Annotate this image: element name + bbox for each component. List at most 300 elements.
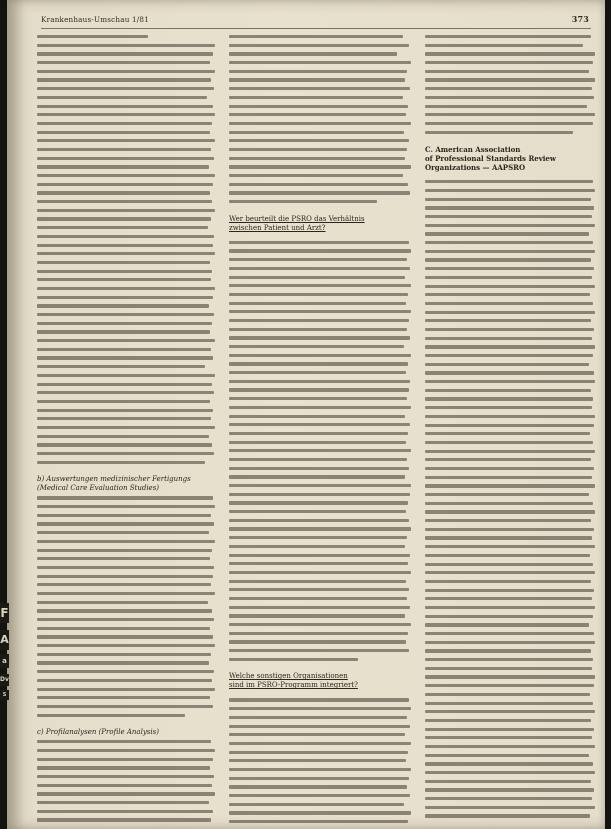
text-line-bar: [37, 679, 212, 682]
text-line: [425, 725, 597, 734]
text-line: [229, 316, 413, 325]
text-line-bar: [425, 675, 595, 678]
text-line-bar: [37, 252, 215, 255]
text-line-bar: [229, 200, 377, 203]
text-line-bar: [229, 122, 411, 125]
text-line-bar: [37, 775, 214, 778]
text-line: [425, 203, 597, 212]
text-line: [425, 386, 597, 395]
text-line: [229, 748, 413, 757]
text-line: [229, 695, 413, 704]
text-line: [37, 554, 217, 563]
text-line-bar: [229, 354, 411, 357]
text-line-bar: [425, 406, 592, 409]
text-line: [425, 672, 597, 681]
text-line-bar: [425, 641, 595, 644]
text-line-bar: [425, 684, 594, 687]
text-line-bar: [425, 61, 593, 64]
section-heading: C. American Association: [425, 145, 521, 155]
text-line: [229, 585, 413, 594]
text-line-bar: [229, 302, 406, 305]
text-line: [37, 41, 217, 50]
text-line: [229, 281, 413, 290]
text-line-bar: [37, 131, 210, 134]
text-line-bar: [37, 191, 210, 194]
text-line-bar: [37, 261, 210, 264]
text-line-bar: [425, 44, 583, 47]
text-line-bar: [229, 449, 411, 452]
text-line: [37, 702, 217, 711]
text-line-bar: [425, 105, 587, 108]
text-line-bar: [37, 653, 211, 656]
text-line: [229, 568, 413, 577]
text-line: [425, 803, 597, 812]
text-line-bar: [229, 794, 410, 797]
text-line: [229, 377, 413, 386]
text-line: [229, 498, 413, 507]
text-line: [425, 421, 597, 430]
journal-title: Krankenhaus-Umschau 1/81: [41, 15, 149, 24]
text-line: [425, 186, 597, 195]
text-line: [425, 255, 597, 264]
text-line: [229, 594, 413, 603]
text-line-bar: [229, 441, 406, 444]
text-line: [425, 742, 597, 751]
text-line: [425, 716, 597, 725]
text-line-bar: [425, 441, 593, 444]
text-line-bar: [37, 810, 213, 813]
text-line: [425, 394, 597, 403]
section-heading: Welche sonstigen Organisationen: [229, 672, 348, 681]
text-line: [229, 403, 413, 412]
text-line-bar: [229, 562, 408, 565]
text-line-bar: [37, 35, 148, 38]
text-line-bar: [37, 174, 215, 177]
text-line: [37, 737, 217, 746]
text-line-bar: [229, 759, 406, 762]
text-line: [37, 275, 217, 284]
text-line: [37, 449, 217, 458]
text-line-bar: [37, 426, 215, 429]
text-line: [37, 145, 217, 154]
text-line-bar: [229, 580, 406, 583]
text-line: [37, 93, 217, 102]
text-line: [37, 763, 217, 772]
text-line: [37, 327, 217, 336]
text-line-bar: [37, 531, 209, 534]
text-line: [37, 572, 217, 581]
text-line: [425, 785, 597, 794]
text-line: [37, 197, 217, 206]
text-line: [229, 507, 413, 516]
text-line: [37, 249, 217, 258]
text-line-bar: [229, 658, 358, 661]
text-line: [425, 751, 597, 760]
text-line-bar: [425, 345, 595, 348]
text-line: [37, 798, 217, 807]
text-line-bar: [425, 328, 594, 331]
text-line-bar: [229, 725, 410, 728]
adjacent-page-fragment: F: [0, 603, 9, 623]
text-line-bar: [37, 339, 215, 342]
text-line: [37, 598, 217, 607]
text-line-bar: [425, 597, 592, 600]
text-line: [425, 342, 597, 351]
text-line-bar: [425, 258, 591, 261]
text-line-bar: [425, 96, 594, 99]
text-line-bar: [37, 592, 215, 595]
text-line-bar: [229, 35, 403, 38]
text-line-bar: [425, 719, 591, 722]
text-line-bar: [425, 432, 590, 435]
text-line: [37, 49, 217, 58]
text-line-bar: [229, 267, 410, 270]
text-line: [425, 768, 597, 777]
text-line-bar: [425, 389, 591, 392]
text-line-bar: [425, 797, 592, 800]
section-heading: sind im PSRO-Programm integriert?: [229, 681, 358, 690]
text-line-bar: [425, 224, 595, 227]
text-line: [37, 371, 217, 380]
text-line-bar: [229, 388, 409, 391]
text-line-bar: [229, 554, 410, 557]
text-line-bar: [37, 740, 211, 743]
text-line-bar: [425, 215, 592, 218]
text-line-bar: [425, 554, 590, 557]
text-line: [425, 464, 597, 473]
text-line: [37, 110, 217, 119]
text-line: [229, 333, 413, 342]
text-line: [425, 403, 597, 412]
text-line: [425, 429, 597, 438]
text-line-bar: [425, 311, 595, 314]
text-line-bar: [37, 52, 213, 55]
text-line-bar: [425, 458, 591, 461]
text-line-bar: [229, 742, 411, 745]
text-line-bar: [425, 623, 589, 626]
text-line: [425, 119, 597, 128]
text-line-bar: [425, 302, 593, 305]
text-line-bar: [37, 139, 215, 142]
text-line-bar: [425, 589, 594, 592]
text-line-bar: [229, 52, 397, 55]
text-line: [37, 658, 217, 667]
text-line: [229, 817, 413, 823]
paragraph-gap: [37, 719, 217, 728]
text-line: [229, 730, 413, 739]
text-line-bar: [37, 452, 214, 455]
text-line-bar: [37, 105, 213, 108]
text-line-bar: [425, 545, 595, 548]
text-line-bar: [425, 450, 595, 453]
text-line-bar: [37, 383, 212, 386]
text-line: [229, 637, 413, 646]
text-line: [425, 542, 597, 551]
text-line-bar: [229, 249, 411, 252]
text-line-bar: [229, 148, 407, 151]
text-line-bar: [229, 96, 403, 99]
section-heading: (Medical Care Evaluation Studies): [37, 484, 160, 493]
text-line-bar: [229, 276, 405, 279]
text-line: [229, 472, 413, 481]
text-line: [425, 93, 597, 102]
text-line-bar: [229, 380, 410, 383]
text-line-bar: [37, 78, 211, 81]
text-line-bar: [425, 667, 592, 670]
text-line: [229, 800, 413, 809]
text-line: [425, 368, 597, 377]
text-line-bar: [229, 536, 407, 539]
section-heading: of Professional Standards Review: [425, 154, 556, 164]
text-line: [425, 490, 597, 499]
text-line-bar: [229, 632, 408, 635]
text-line: [425, 351, 597, 360]
text-line: [37, 241, 217, 250]
text-line: [229, 325, 413, 334]
text-line: [425, 282, 597, 291]
text-line: [425, 586, 597, 595]
text-line-bar: [229, 527, 411, 530]
text-line-bar: [37, 618, 214, 621]
text-line-bar: [37, 217, 211, 220]
text-line-bar: [37, 61, 210, 64]
adjacent-page-fragment: A: [0, 630, 9, 650]
text-line: [425, 32, 597, 41]
text-line: [229, 84, 413, 93]
text-line-bar: [37, 714, 185, 717]
text-line-bar: [425, 780, 591, 783]
text-line: [37, 693, 217, 702]
text-line-bar: [37, 435, 209, 438]
text-line: [37, 267, 217, 276]
text-line-bar: [229, 751, 408, 754]
text-line-bar: [229, 649, 409, 652]
text-line-bar: [37, 705, 213, 708]
text-line-bar: [229, 501, 408, 504]
text-line: [37, 214, 217, 223]
text-line-bar: [229, 623, 411, 626]
text-line: [229, 67, 413, 76]
text-line: [425, 229, 597, 238]
text-line: [229, 524, 413, 533]
text-line: [37, 632, 217, 641]
text-line-bar: [425, 771, 595, 774]
text-line-bar: [425, 354, 593, 357]
text-line-bar: [37, 583, 211, 586]
text-line: [229, 188, 413, 197]
text-line: [229, 255, 413, 264]
text-line-bar: [425, 78, 595, 81]
text-line: [229, 49, 413, 58]
text-line: [37, 685, 217, 694]
text-line: [425, 733, 597, 742]
text-line-bar: [425, 285, 595, 288]
text-line: [37, 154, 217, 163]
text-line-bar: [425, 198, 591, 201]
text-line: [425, 820, 597, 823]
text-line: [425, 655, 597, 664]
text-line: [425, 638, 597, 647]
text-line: [425, 777, 597, 786]
text-line-bar: [425, 397, 593, 400]
text-line-bar: [37, 496, 213, 499]
text-line: [37, 353, 217, 362]
text-line: [37, 232, 217, 241]
text-line-bar: [37, 514, 211, 517]
text-line-bar: [37, 540, 215, 543]
text-line-bar: [229, 768, 411, 771]
text-line-bar: [425, 580, 591, 583]
text-line: [37, 650, 217, 659]
text-line: [229, 359, 413, 368]
section-heading: Organizations — AAPSRO: [425, 163, 526, 173]
text-line: [37, 606, 217, 615]
text-line-bar: [37, 635, 213, 638]
text-line-bar: [37, 122, 212, 125]
text-line-bar: [425, 250, 595, 253]
text-line: [425, 516, 597, 525]
text-line-bar: [37, 113, 215, 116]
text-line: [229, 162, 413, 171]
text-line: [425, 473, 597, 482]
text-line: [229, 603, 413, 612]
text-line: [37, 537, 217, 546]
text-line: [229, 58, 413, 67]
text-line: [229, 765, 413, 774]
text-line: [229, 368, 413, 377]
text-line: [37, 772, 217, 781]
text-line-bar: [425, 702, 593, 705]
text-line-bar: [37, 148, 211, 151]
text-line: [425, 525, 597, 534]
text-line-bar: [425, 571, 595, 574]
text-line: [425, 110, 597, 119]
text-line-bar: [425, 189, 595, 192]
text-line-bar: [229, 803, 404, 806]
text-line: [425, 646, 597, 655]
text-line: [37, 362, 217, 371]
text-line: [37, 75, 217, 84]
text-line-bar: [37, 96, 207, 99]
text-line-bar: [425, 788, 594, 791]
text-line: [37, 388, 217, 397]
text-line-bar: [425, 131, 573, 134]
text-line: [37, 458, 217, 467]
text-line: [37, 746, 217, 755]
text-line: [229, 774, 413, 783]
text-line-bar: [37, 70, 215, 73]
text-line-bar: [425, 337, 592, 340]
text-line-bar: [229, 733, 405, 736]
text-line-bar: [229, 415, 405, 418]
text-line: [37, 580, 217, 589]
text-line-bar: [37, 200, 212, 203]
text-line: [425, 75, 597, 84]
text-column-2: [229, 32, 413, 823]
text-line: [229, 533, 413, 542]
text-line: [425, 707, 597, 716]
text-line: [425, 629, 597, 638]
section-heading: zwischen Patient und Arzt?: [229, 223, 326, 232]
text-line: [425, 438, 597, 447]
text-line-bar: [229, 397, 407, 400]
text-line: [37, 423, 217, 432]
text-line-bar: [229, 597, 407, 600]
paragraph-gap: [37, 466, 217, 475]
text-line: [37, 589, 217, 598]
text-line-bar: [229, 484, 411, 487]
text-line: [37, 32, 217, 41]
text-line: [229, 611, 413, 620]
text-line: [37, 781, 217, 790]
text-line-bar: [37, 784, 212, 787]
text-line: [425, 481, 597, 490]
text-line: [425, 49, 597, 58]
paragraph-gap: [229, 206, 413, 215]
text-line-bar: [37, 348, 211, 351]
text-line: [37, 502, 217, 511]
text-line-bar: [229, 606, 410, 609]
text-line: [229, 464, 413, 473]
text-line: [425, 264, 597, 273]
text-line-bar: [229, 467, 409, 470]
text-line: [37, 615, 217, 624]
text-line-bar: [37, 549, 212, 552]
text-line-bar: [425, 206, 594, 209]
text-line-bar: [425, 293, 590, 296]
text-line-bar: [229, 371, 406, 374]
section-heading: b) Auswertungen medizinischer Fertigungs: [37, 475, 191, 484]
text-line-bar: [37, 749, 215, 752]
text-line: [37, 188, 217, 197]
text-line: [37, 136, 217, 145]
text-line: [37, 206, 217, 215]
text-line-bar: [229, 571, 411, 574]
text-line-bar: [37, 575, 213, 578]
text-line: [425, 690, 597, 699]
text-line-bar: [37, 322, 212, 325]
text-line-bar: [229, 157, 405, 160]
paragraph-gap: [229, 663, 413, 672]
text-line-bar: [37, 601, 208, 604]
text-line: [37, 789, 217, 798]
text-line-bar: [229, 310, 411, 313]
text-line-bar: [229, 493, 410, 496]
text-line-bar: [37, 296, 213, 299]
text-line-bar: [37, 818, 211, 821]
text-line: [37, 406, 217, 415]
text-line-bar: [229, 716, 407, 719]
text-line: [229, 171, 413, 180]
text-line-bar: [37, 374, 215, 377]
text-line-bar: [37, 505, 215, 508]
text-line-bar: [229, 284, 411, 287]
text-line: [425, 551, 597, 560]
text-line: [37, 345, 217, 354]
text-line: [229, 808, 413, 817]
text-line: [37, 624, 217, 633]
text-line: [425, 299, 597, 308]
text-line: [425, 455, 597, 464]
text-line-bar: [229, 545, 405, 548]
text-line: [37, 711, 217, 720]
text-line: [229, 756, 413, 765]
text-line: [37, 755, 217, 764]
text-line: [229, 629, 413, 638]
text-line: [229, 722, 413, 731]
text-line: [229, 438, 413, 447]
text-line-bar: [425, 424, 594, 427]
